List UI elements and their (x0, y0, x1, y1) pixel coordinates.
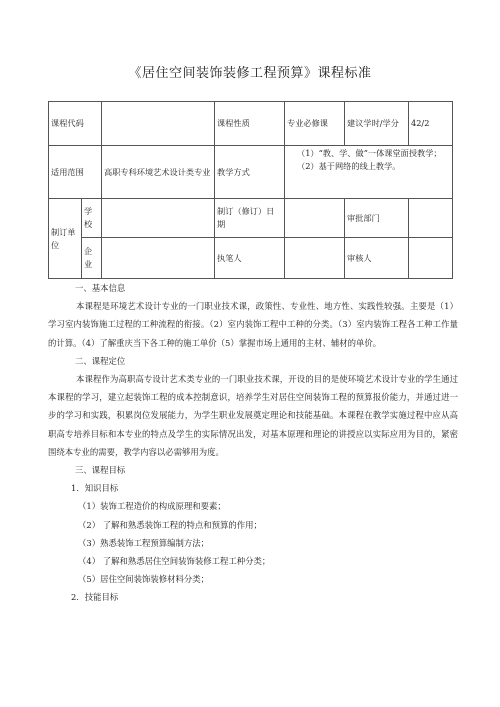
reviewer-label: 审核人 (345, 238, 409, 279)
course-code-label: 课程代码 (49, 102, 102, 146)
method-value (285, 146, 453, 199)
objective-item: （4） 了解和熟悉居住空间装饰装修工程工种分类； (78, 556, 271, 567)
writer-label: 执笔人 (215, 238, 285, 279)
approval-label: 审批部门 (345, 199, 409, 238)
basic-info-paragraph: 本课程是环境艺术设计专业的一门职业技术课，政策性、专业性、地方性、实践性较强。主要是（1）学习室内装饰施工过程的工种流程的衔接。（2）室内装饰工程中工种的分类。（3）室内装饰工程各工种工作量的计算。（4）了解重庆当下各工种的施工单价（5）掌握市场上通用的主材、辅材的单价。 (48, 301, 458, 348)
hours-label: 建议学时/学分 (345, 102, 409, 146)
hours-value: 42/2 (409, 102, 453, 146)
knowledge-objectives-heading: 1．知识目标 (71, 483, 119, 494)
course-code-value (102, 102, 215, 146)
school-value (102, 199, 215, 238)
course-nature-label: 课程性质 (215, 102, 285, 146)
enterprise-label: 企业 (82, 238, 102, 279)
approval-value (409, 199, 453, 238)
method-line-1: （1）“教、学、做”一体课堂面授教学； (297, 148, 442, 158)
reviewer-value (409, 238, 453, 279)
objective-item: （3）熟悉装饰工程预算编制方法； (78, 537, 209, 548)
revision-date-label: 制订（修订）日期 (215, 199, 285, 238)
course-nature-value: 专业必修课 (285, 102, 345, 146)
document-body (48, 279, 458, 607)
unit-label: 制订单位 (49, 199, 82, 279)
scope-value: 高职专科环境艺术设计类专业 (102, 146, 215, 199)
section-heading-objectives: 三、课程目标 (75, 465, 126, 476)
objective-item: （2） 了解和熟悉装饰工程的特点和预算的作用； (78, 519, 262, 530)
skill-objectives-heading: 2．技能目标 (71, 592, 119, 603)
scope-label: 适用范围 (49, 146, 102, 199)
writer-value (285, 238, 345, 279)
school-label: 学校 (82, 199, 102, 238)
objective-item: （1）装饰工程造价的构成原理和要素； (78, 501, 226, 512)
section-heading-positioning: 二、课程定位 (75, 355, 126, 366)
objective-item: （5）居住空间装饰装修材料分类； (78, 574, 209, 585)
positioning-paragraph: 本课程作为高职高专设计艺术类专业的一门职业技术课，开设的目的是使环境艺术设计专业的学生通过本课程的学习，建立起装饰工程的成本控制意识，培养学生对居住空间装饰工程的预算报价能力，并通过进一步的学习和实践，积累岗位发展能力，为学生职业发展奠定理论和技能基础。本课程在教学实施过程中应从高职高专培养目标和本专业的特点及学生的实际情况出发，对基本原理和理论的讲授应以实际应用为目的，紧密围绕本专业的需要，教学内容以必需够用为度。 (48, 374, 458, 457)
course-info-table (48, 101, 453, 279)
revision-date-value (285, 199, 345, 238)
enterprise-value (102, 238, 215, 279)
method-line-2: （2）基于网络的线上教学。 (297, 160, 401, 171)
method-label: 教学方式 (215, 146, 285, 199)
page-title: 《居住空间装饰装修工程预算》课程标准 (128, 66, 372, 81)
section-heading-basic-info: 一、基本信息 (75, 283, 126, 293)
